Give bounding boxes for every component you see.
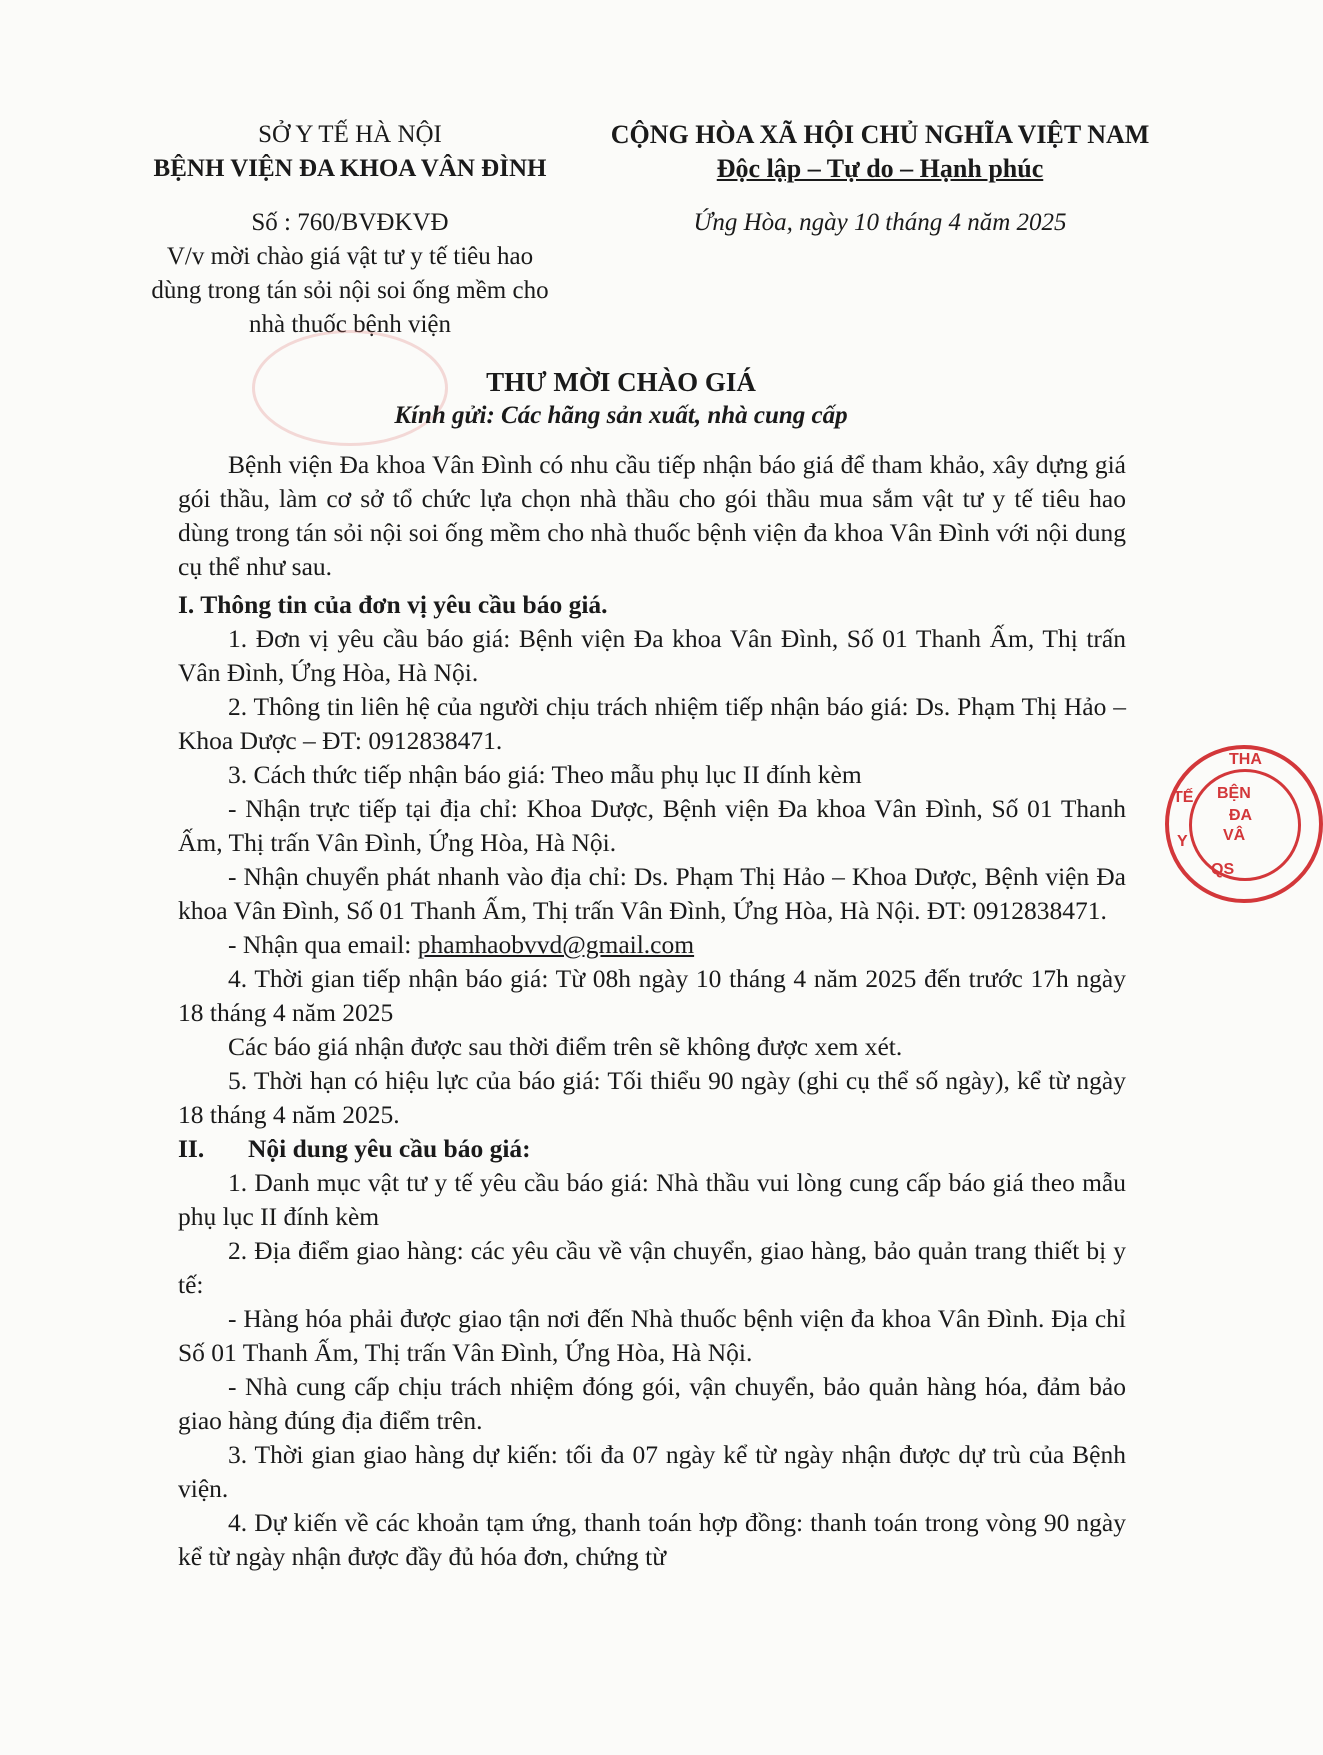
header-right [590,118,1170,240]
recipient: Kính gửi: Các hãng sản xuất, nhà cung cấp [394,402,848,429]
seal-text-y: Y [1177,833,1188,850]
seal-text-left: TẾ [1173,789,1194,806]
section-1-bullet-2: - Nhận chuyển phát nhanh vào địa chỉ: Ds. Phạm Thị Hảo – Khoa Dược, Bệnh viện Đa khoa Vân Đình, Số 01 Thanh Ấm, Thị trấn Vân Đình, Ứng Hòa, Hà Nội. ĐT: 0912838471. [178,862,1126,925]
section-1-item-4: 4. Thời gian tiếp nhận báo giá: Từ 08h ngày 10 tháng 4 năm 2025 đến trước 17h ngày 18 tháng 4 năm 2025 [178,964,1126,1027]
letter-body [178,448,1126,1574]
red-seal [1165,745,1323,903]
section-2-item-1: 1. Danh mục vật tư y tế yêu cầu báo giá: Nhà thầu vui lòng cung cấp báo giá theo mẫu phụ lục II đính kèm [178,1168,1126,1231]
section-1-heading: I. Thông tin của đơn vị yêu cầu báo giá. [178,590,608,619]
section-1-item-5: 5. Thời hạn có hiệu lực của báo giá: Tối thiểu 90 ngày (ghi cụ thể số ngày), kể từ ngày 18 tháng 4 năm 2025. [178,1066,1126,1129]
org-parent: SỞ Y TẾ HÀ NỘI [258,121,442,148]
section-2-number: II. [178,1134,205,1163]
seal-text-mid-2: ĐA [1229,807,1253,824]
email-link[interactable]: phamhaobvvd@gmail.com [417,930,695,959]
section-2-item-2: 2. Địa điểm giao hàng: các yêu cầu về vận chuyển, giao hàng, bảo quản trang thiết bị y tế: [178,1236,1126,1299]
intro-paragraph: Bệnh viện Đa khoa Vân Đình có nhu cầu tiếp nhận báo giá để tham khảo, xây dựng giá gói thầu, làm cơ sở tổ chức lựa chọn nhà thầu cho gói thầu mua sắm vật tư y tế tiêu hao dùng trong tán sỏi nội soi ống mềm cho nhà thuốc bệnh viện đa khoa Vân Đình với nội dung cụ thể như sau. [178,450,1126,581]
seal-text-mid-3: VÂ [1223,827,1246,844]
section-1-bullet-3 [178,928,1126,962]
section-2-item-4: 4. Dự kiến về các khoản tạm ứng, thanh toán hợp đồng: thanh toán trong vòng 90 ngày kể từ ngày nhận được đầy đủ hóa đơn, chứng từ [178,1508,1126,1571]
section-1-item-2: 2. Thông tin liên hệ của người chịu trách nhiệm tiếp nhận báo giá: Ds. Phạm Thị Hảo – Khoa Dược – ĐT: 0912838471. [178,692,1126,755]
section-2-bullet-1: - Hàng hóa phải được giao tận nơi đến Nhà thuốc bệnh viện đa khoa Vân Đình. Địa chỉ Số 01 Thanh Ấm, Thị trấn Vân Đình, Ứng Hòa, Hà Nội. [178,1304,1126,1367]
section-1-note: Các báo giá nhận được sau thời điểm trên sẽ không được xem xét. [228,1032,903,1061]
motto: Độc lập – Tự do – Hạnh phúc [716,154,1044,183]
header-left [110,118,590,342]
doc-title: THƯ MỜI CHÀO GIÁ [486,367,756,397]
seal-text-top: THA [1229,751,1262,768]
seal-text-mid-1: BỆN [1217,785,1251,802]
email-label: - Nhận qua email: [228,930,418,959]
seal-text-bottom: QS [1211,861,1235,878]
subject-line-3: nhà thuốc bệnh viện [248,311,452,338]
section-1-item-3: 3. Cách thức tiếp nhận báo giá: Theo mẫu phụ lục II đính kèm [228,760,862,789]
section-1-bullet-1: - Nhận trực tiếp tại địa chỉ: Khoa Dược, Bệnh viện Đa khoa Vân Đình, Số 01 Thanh Ấm, Thị trấn Vân Đình, Ứng Hòa, Hà Nội. [178,794,1126,857]
subject-line-2: dùng trong tán sỏi nội soi ống mềm cho [151,277,549,304]
subject-line-1: V/v mời chào giá vật tư y tế tiêu hao [166,243,534,270]
section-2-bullet-2: - Nhà cung cấp chịu trách nhiệm đóng gói, vận chuyển, bảo quản hàng hóa, đảm bảo giao hàng đúng địa điểm trên. [178,1372,1126,1435]
org-name: BỆNH VIỆN ĐA KHOA VÂN ĐÌNH [153,155,547,182]
country-name: CỘNG HÒA XÃ HỘI CHỦ NGHĨA VIỆT NAM [610,120,1150,149]
doc-number: Số : 760/BVĐKVĐ [251,209,449,236]
section-2-heading [178,1132,1126,1166]
section-2-item-3: 3. Thời gian giao hàng dự kiến: tối đa 07 ngày kể từ ngày nhận được dự trù của Bệnh viện. [178,1440,1126,1503]
section-1-item-1: 1. Đơn vị yêu cầu báo giá: Bệnh viện Đa khoa Vân Đình, Số 01 Thanh Ấm, Thị trấn Vân Đình, Ứng Hòa, Hà Nội. [178,624,1126,687]
section-2-title: Nội dung yêu cầu báo giá: [248,1134,531,1163]
title-block [0,365,1242,433]
place-date: Ứng Hòa, ngày 10 tháng 4 năm 2025 [693,209,1067,236]
